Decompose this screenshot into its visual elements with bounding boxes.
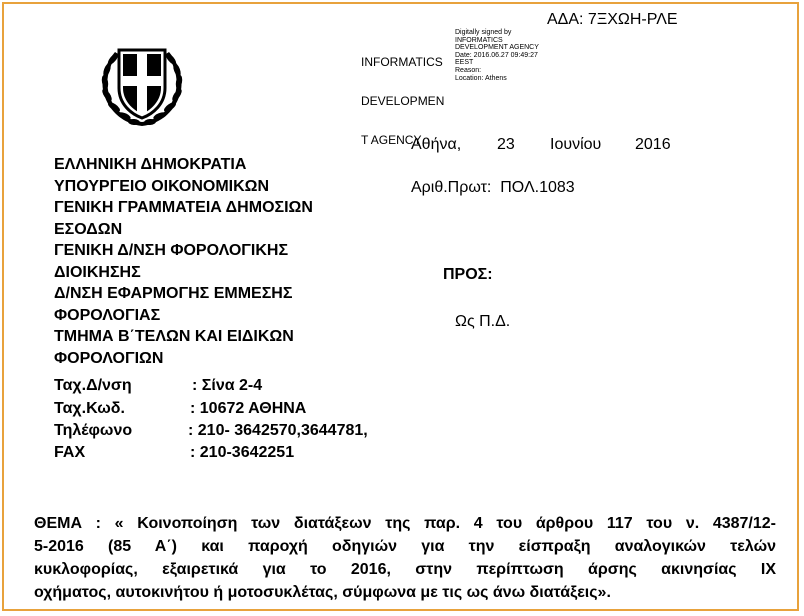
- signature-name-line: DEVELOPMEN: [361, 94, 445, 108]
- subject-line: οχήματος, αυτοκινήτου ή μοτοσυκλέτας, σύμφωνα με τις ως άνω διατάξεις».: [34, 584, 611, 601]
- subject-line: 5-2016 (85 Α΄) και παροχή οδηγιών για την είσπραξη αναλογικών τελών: [34, 538, 776, 555]
- contact-value-address: : Σίνα 2-4: [192, 377, 263, 394]
- signature-detail-line: Reason:: [455, 66, 482, 74]
- date-month: Ιουνίου: [550, 136, 602, 153]
- sender-line: Δ/ΝΣΗ ΕΦΑΡΜΟΓΗΣ ΕΜΜΕΣΗΣ: [54, 285, 293, 302]
- sender-line: ΓΕΝΙΚΗ Δ/ΝΣΗ ΦΟΡΟΛΟΓΙΚΗΣ: [54, 242, 289, 259]
- sender-line: ΔΙΟΙΚΗΣΗΣ: [54, 263, 141, 281]
- contact-label-phone: Τηλέφωνο: [54, 422, 133, 439]
- signature-detail-line: Digitally signed by: [455, 29, 512, 36]
- signature-detail-line: EEST: [455, 59, 474, 67]
- ada-code: ΑΔΑ: 7ΞΧΩΗ-ΡΛΕ: [547, 11, 678, 28]
- sender-line: ΕΣΟΔΩΝ: [54, 220, 123, 238]
- sender-line: ΤΜΗΜΑ Β΄ΤΕΛΩΝ ΚΑΙ ΕΙΔΙΚΩΝ: [54, 328, 294, 345]
- recipient-value: Ως Π.Δ.: [455, 313, 511, 330]
- recipient-label: ΠΡΟΣ:: [443, 266, 493, 283]
- sender-line: ΓΕΝΙΚΗ ΓΡΑΜΜΑΤΕΙΑ ΔΗΜΟΣΙΩΝ: [54, 199, 313, 216]
- contact-label-fax: FAX: [54, 444, 86, 461]
- contact-value-fax: : 210-3642251: [190, 444, 295, 461]
- date-year: 2016: [635, 136, 671, 153]
- sender-line: ΦΟΡΟΛΟΓΙΑΣ: [54, 306, 161, 324]
- contact-value-postcode: : 10672 ΑΘΗΝΑ: [190, 400, 307, 417]
- greek-coat-of-arms-icon: [95, 38, 189, 135]
- sender-line: ΕΛΛΗΝΙΚΗ ΔΗΜΟΚΡΑΤΙΑ: [54, 156, 247, 173]
- signature-detail-line: Location: Athens: [455, 74, 507, 82]
- subject-line: ΘΕΜΑ : « Κοινοποίηση των διατάξεων της παρ. 4 του άρθρου 117 του ν. 4387/12-: [34, 515, 776, 532]
- signature-detail-line: DEVELOPMENT AGENCY: [455, 44, 539, 52]
- digital-signature-details: [455, 29, 539, 82]
- date-city: Αθήνα,: [411, 136, 462, 153]
- sender-block: [54, 154, 313, 369]
- signature-detail-line: Date: 2016.06.27 09:49:27: [455, 51, 538, 59]
- contact-value-phone: : 210- 3642570,3644781,: [188, 422, 368, 439]
- protocol-number: [411, 179, 575, 197]
- date-day: 23: [497, 136, 515, 153]
- protocol-value: ΠΟΛ.1083: [500, 179, 575, 196]
- subject-paragraph: [34, 512, 776, 604]
- sender-line: ΦΟΡΟΛΟΓΙΩΝ: [54, 349, 164, 367]
- protocol-label: Αριθ.Πρωτ:: [411, 179, 492, 196]
- subject-line: κυκλοφορίας, εξαιρετικά για το 2016, στην περίπτωση άρσης ακινησίας ΙΧ: [34, 561, 776, 578]
- sender-line: ΥΠΟΥΡΓΕΙΟ ΟΙΚΟΝΟΜΙΚΩΝ: [54, 177, 270, 195]
- signature-name-line: INFORMATICS: [361, 55, 443, 69]
- signature-detail-line: INFORMATICS: [455, 36, 503, 44]
- contact-label-address: Ταχ.Δ/νση: [54, 377, 132, 394]
- contact-label-postcode: Ταχ.Κωδ.: [54, 400, 125, 417]
- signature-name-line: T AGENCY: [361, 133, 422, 147]
